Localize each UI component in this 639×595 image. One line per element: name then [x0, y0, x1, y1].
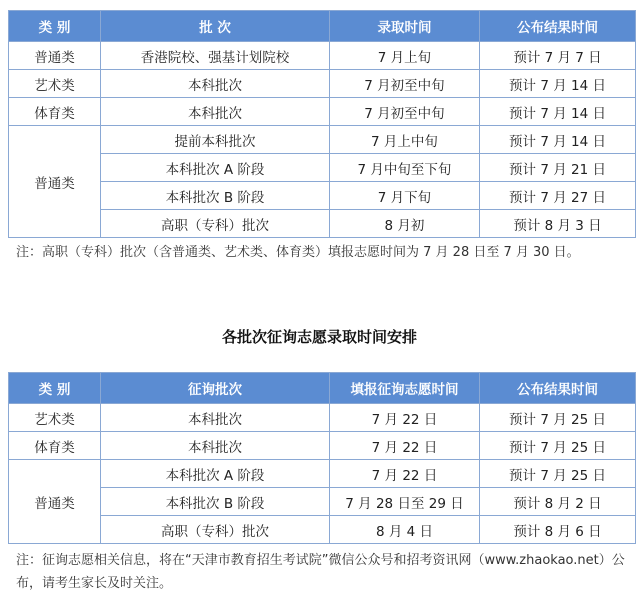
cell-time: 8 月 4 日: [330, 516, 480, 544]
table-note: 注：高职（专科）批次（含普通类、艺术类、体育类）填报志愿时间为 7 月 28 日至 7 月 30 日。: [16, 245, 580, 260]
header-batch: 征询批次: [101, 373, 330, 404]
cell-time: 7 月 22 日: [330, 404, 480, 432]
table-row: [9, 404, 636, 432]
inquiry-schedule-table: [8, 372, 636, 544]
cell-batch: 本科批次 B 阶段: [101, 488, 330, 516]
cell-result: 预计 7 月 14 日: [480, 98, 636, 126]
cell-result: 预计 7 月 25 日: [480, 432, 636, 460]
cell-time: 7 月初至中旬: [330, 70, 480, 98]
cell-time: 8 月初: [330, 210, 480, 238]
table-row: [9, 432, 636, 460]
cell-time: 7 月 28 日至 29 日: [330, 488, 480, 516]
header-admission-time: 录取时间: [330, 11, 480, 42]
cell-category-group: 普通类: [9, 126, 101, 238]
header-category: 类 别: [9, 11, 101, 42]
cell-time: 7 月中旬至下旬: [330, 154, 480, 182]
cell-result: 预计 7 月 14 日: [480, 70, 636, 98]
cell-category: 艺术类: [9, 70, 101, 98]
cell-batch: 高职（专科）批次: [101, 210, 330, 238]
cell-result: 预计 7 月 21 日: [480, 154, 636, 182]
table-row: [9, 98, 636, 126]
cell-batch: 本科批次 B 阶段: [101, 182, 330, 210]
cell-result: 预计 7 月 7 日: [480, 42, 636, 70]
table-row: [9, 182, 636, 210]
table-row: [9, 154, 636, 182]
header-application-time: 填报征询志愿时间: [330, 373, 480, 404]
cell-result: 预计 8 月 3 日: [480, 210, 636, 238]
cell-result: 预计 8 月 6 日: [480, 516, 636, 544]
cell-batch: 本科批次: [101, 404, 330, 432]
header-result-time: 公布结果时间: [480, 11, 636, 42]
cell-batch: 本科批次 A 阶段: [101, 460, 330, 488]
cell-result: 预计 7 月 27 日: [480, 182, 636, 210]
cell-category: 体育类: [9, 432, 101, 460]
cell-time: 7 月 22 日: [330, 432, 480, 460]
cell-result: 预计 8 月 2 日: [480, 488, 636, 516]
cell-result: 预计 7 月 25 日: [480, 404, 636, 432]
cell-category-group: 普通类: [9, 460, 101, 544]
cell-batch: 本科批次: [101, 70, 330, 98]
table-header-row: [9, 373, 636, 404]
cell-batch: 香港院校、强基计划院校: [101, 42, 330, 70]
cell-batch: 本科批次 A 阶段: [101, 154, 330, 182]
section-caption: 各批次征询志愿录取时间安排: [221, 328, 417, 346]
cell-result: 预计 7 月 25 日: [480, 460, 636, 488]
cell-batch: 本科批次: [101, 98, 330, 126]
cell-batch: 本科批次: [101, 432, 330, 460]
table-row: [9, 460, 636, 488]
admission-schedule-table: [8, 10, 636, 238]
table-note: 注：征询志愿相关信息，将在“天津市教育招生考试院”微信公众号和招考资讯网（www.zhaokao.net）公布，请考生家长及时关注。: [16, 553, 625, 591]
cell-result: 预计 7 月 14 日: [480, 126, 636, 154]
header-result-time: 公布结果时间: [480, 373, 636, 404]
cell-category: 艺术类: [9, 404, 101, 432]
cell-time: 7 月 22 日: [330, 460, 480, 488]
cell-batch: 提前本科批次: [101, 126, 330, 154]
table-row: [9, 42, 636, 70]
table-row: [9, 70, 636, 98]
cell-time: 7 月下旬: [330, 182, 480, 210]
cell-time: 7 月初至中旬: [330, 98, 480, 126]
cell-batch: 高职（专科）批次: [101, 516, 330, 544]
header-category: 类 别: [9, 373, 101, 404]
table-row: [9, 516, 636, 544]
cell-time: 7 月上旬: [330, 42, 480, 70]
table-row: [9, 488, 636, 516]
table-row: [9, 126, 636, 154]
header-batch: 批 次: [101, 11, 330, 42]
cell-category: 体育类: [9, 98, 101, 126]
table-row: [9, 210, 636, 238]
cell-time: 7 月上中旬: [330, 126, 480, 154]
table-header-row: [9, 11, 636, 42]
cell-category: 普通类: [9, 42, 101, 70]
